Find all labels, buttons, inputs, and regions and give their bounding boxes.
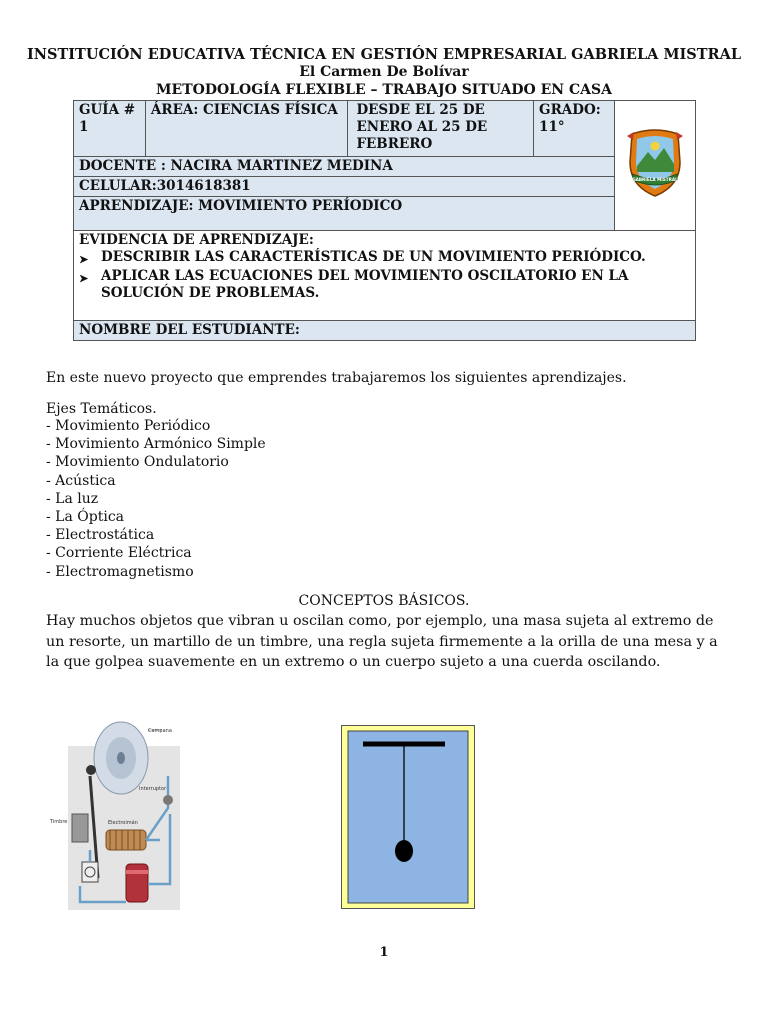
ejes-list	[46, 417, 726, 581]
evidence-text: DESCRIBIR LAS CARACTERÍSTICAS DE UN MOVIMIENTO PERIÓDICO.	[101, 249, 646, 265]
list-item: - Electrostática	[46, 527, 155, 544]
aprendizaje-cell: APRENDIZAJE: MOVIMIENTO PERÍODICO	[74, 197, 615, 231]
electric-bell-illustration	[50, 718, 182, 912]
arrow-bullet-icon: ➤	[79, 253, 89, 266]
methodology-subtitle: METODOLOGÍA FLEXIBLE – TRABAJO SITUADO EN CASA	[156, 82, 612, 98]
list-item: - Movimiento Periódico	[46, 418, 211, 434]
student-name-cell: NOMBRE DEL ESTUDIANTE:	[74, 321, 696, 341]
list-item: - Movimiento Ondulatorio	[46, 454, 229, 471]
list-item: - La luz	[46, 490, 99, 507]
crest-banner-text: GABRIELA MISTRAL	[632, 177, 678, 182]
evidence-text: APLICAR LAS ECUACIONES DEL MOVIMIENTO OSCILATORIO EN LA SOLUCIÓN DE PROBLEMAS.	[101, 268, 629, 301]
electroiman-label: Electroimán	[108, 820, 138, 826]
guide-info-table	[73, 100, 696, 341]
evidence-cell	[74, 231, 696, 321]
location-subtitle: El Carmen De Bolívar	[299, 64, 469, 80]
area-cell: ÁREA: CIENCIAS FÍSICA	[145, 101, 348, 157]
page-number: 1	[379, 945, 389, 960]
docente-cell: DOCENTE : NACIRA MARTINEZ MEDINA	[74, 157, 615, 177]
evidence-item	[79, 249, 690, 268]
school-logo-cell	[615, 101, 696, 231]
timbre-label: Timbre	[50, 819, 68, 825]
list-item: - Acústica	[46, 472, 116, 489]
interruptor-label: Interruptor	[139, 786, 167, 792]
list-item: - Corriente Eléctrica	[46, 545, 192, 562]
concepts-paragraph: Hay muchos objetos que vibran u oscilan como, por ejemplo, una masa sujeta al extremo de un resorte, un martillo de un timbre, una regla sujeta firmemente a la orilla de una mesa y a la que golpea suavemente en un extremo o un cuerpo sujeto a una cuerda oscilando.	[46, 613, 718, 670]
celular-cell: CELULAR:3014618381	[74, 177, 615, 197]
arrow-bullet-icon: ➤	[79, 272, 89, 285]
institution-title: INSTITUCIÓN EDUCATIVA TÉCNICA EN GESTIÓN EMPRESARIAL GABRIELA MISTRAL	[26, 46, 742, 63]
school-crest-icon	[624, 128, 686, 198]
list-item: - Electromagnetismo	[46, 563, 194, 580]
dates-cell: DESDE EL 25 DE ENERO AL 25 DE FEBRERO	[348, 101, 534, 157]
ejes-title: Ejes Temáticos.	[46, 401, 157, 417]
campana-label: Campana	[148, 728, 172, 734]
guia-cell: GUÍA # 1	[74, 101, 146, 157]
intro-paragraph: En este nuevo proyecto que emprendes trabajaremos los siguientes aprendizajes.	[46, 370, 627, 386]
concepts-title: CONCEPTOS BÁSICOS.	[298, 593, 470, 609]
list-item: - Movimiento Armónico Simple	[46, 436, 266, 453]
grado-cell: GRADO: 11°	[534, 101, 615, 157]
evidence-title: EVIDENCIA DE APRENDIZAJE:	[79, 232, 314, 248]
list-item: - La Óptica	[46, 508, 125, 525]
evidence-item	[79, 268, 690, 302]
pendulum-illustration	[341, 725, 475, 909]
